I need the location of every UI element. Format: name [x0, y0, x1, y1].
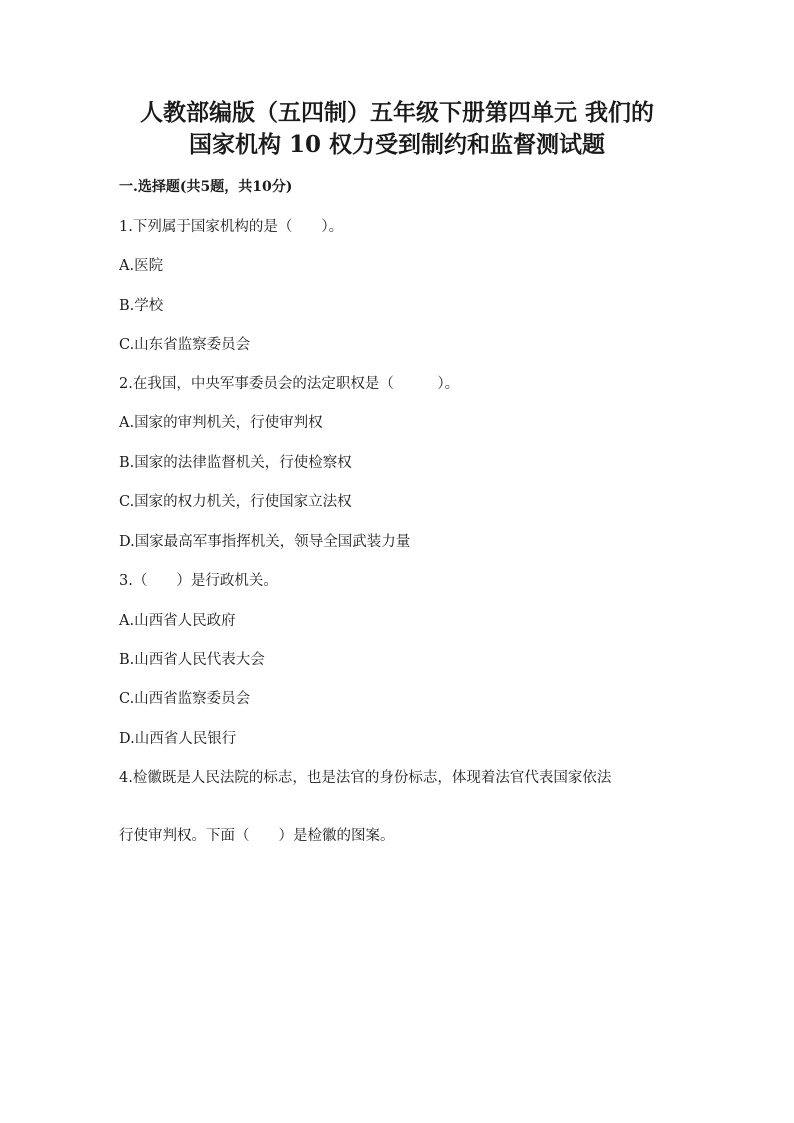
question-1-stem: 1.下列属于国家机构的是（ ）。 [119, 219, 344, 235]
document-title-line-2: 国家机构 10 权力受到制约和监督测试题 [188, 131, 606, 158]
question-4-stem-line-1: 4.检徽既是人民法院的标志，也是法官的身份标志，体现着法官代表国家依法 [119, 770, 612, 786]
question-2-option-a: A.国家的审判机关，行使审判权 [119, 415, 323, 431]
question-3-option-c: C.山西省监察委员会 [119, 691, 251, 707]
question-3-option-a: A.山西省人民政府 [119, 613, 236, 629]
question-1-option-c: C.山东省监察委员会 [119, 337, 251, 353]
section-heading: 一.选择题(共5题，共10分) [119, 179, 293, 195]
question-2-option-c: C.国家的权力机关，行使国家立法权 [119, 494, 352, 510]
question-1-option-a: A.医院 [119, 258, 164, 274]
question-2-stem: 2.在我国，中央军事委员会的法定职权是（ ）。 [119, 376, 460, 392]
question-4-stem-line-2: 行使审判权。下面（ ）是检徽的图案。 [119, 828, 395, 844]
question-2-option-d: D.国家最高军事指挥机关，领导全国武装力量 [119, 534, 411, 550]
question-3-option-d: D.山西省人民银行 [119, 731, 237, 747]
question-2-option-b: B.国家的法律监督机关，行使检察权 [119, 455, 352, 471]
question-3-stem: 3.（ ）是行政机关。 [119, 573, 278, 589]
question-3-option-b: B.山西省人民代表大会 [119, 652, 265, 668]
document-title-line-1: 人教部编版（五四制）五年级下册第四单元 我们的 [139, 99, 654, 126]
question-1-option-b: B.学校 [119, 298, 164, 314]
